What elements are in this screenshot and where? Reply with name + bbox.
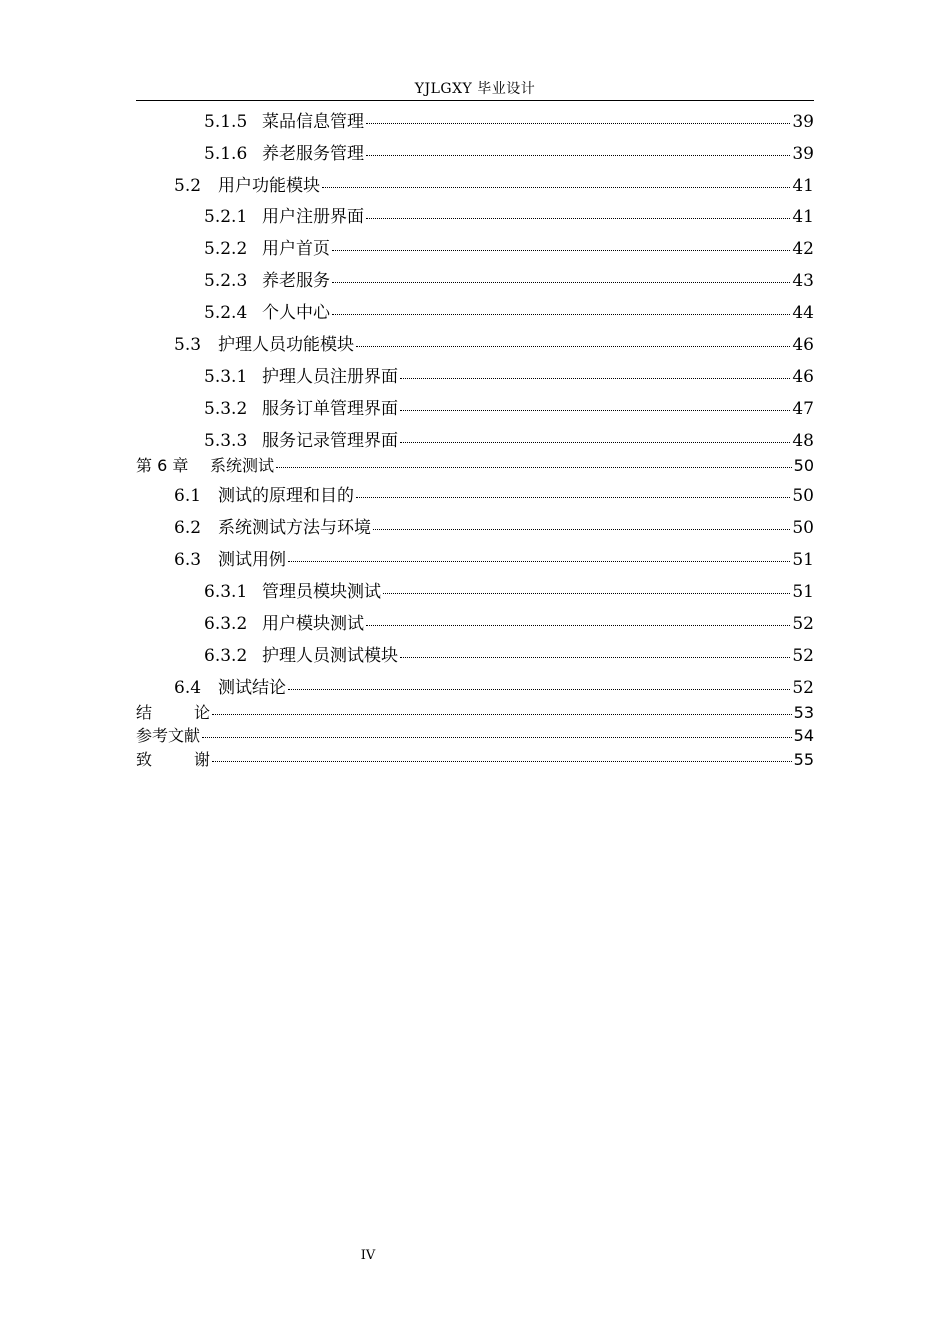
dot-leader [366, 218, 790, 219]
toc-entry-page: 54 [793, 726, 814, 745]
toc-entry-title: 系统测试方法与环境 [218, 518, 371, 538]
toc-entry-number: 6.3 [174, 550, 202, 570]
toc-chapter-entry[interactable] [136, 456, 814, 476]
toc-chapter-entry[interactable] [136, 750, 814, 770]
toc-entry-number: 5.3.2 [204, 399, 248, 419]
dot-leader [276, 467, 792, 468]
toc-entry[interactable] [174, 335, 814, 355]
toc-entry-number: 5.1.5 [204, 112, 248, 132]
dot-leader [400, 378, 790, 379]
toc-entry-title: 用户功能模块 [218, 176, 320, 196]
toc-entry-title: 用户模块测试 [262, 614, 364, 634]
toc-entry[interactable] [204, 614, 814, 634]
dot-leader [366, 155, 790, 156]
toc-entry-title: 用户注册界面 [262, 207, 364, 227]
toc-entry-page: 46 [792, 367, 814, 387]
dot-leader [356, 497, 790, 498]
toc-entry[interactable] [174, 518, 814, 538]
dot-leader [212, 714, 792, 715]
toc-entry-title: 论 [194, 703, 211, 722]
dot-leader [322, 187, 790, 188]
toc-entry-title: 服务记录管理界面 [262, 431, 398, 451]
toc-entry-title: 护理人员测试模块 [262, 646, 398, 666]
toc-entry-title: 测试用例 [218, 550, 286, 570]
toc-entry[interactable] [204, 271, 814, 291]
toc-entry[interactable] [204, 646, 814, 666]
dot-leader [373, 529, 790, 530]
toc-entry-page: 53 [793, 703, 814, 722]
toc-entry-number: 5.2.1 [204, 207, 248, 227]
toc-entry[interactable] [204, 431, 814, 451]
toc-entry-title: 养老服务管理 [262, 144, 364, 164]
toc-entry[interactable] [174, 550, 814, 570]
dot-leader [212, 761, 792, 762]
toc-entry-page: 51 [792, 582, 814, 602]
header-divider [136, 100, 814, 101]
toc-entry[interactable] [204, 207, 814, 227]
toc-entry-page: 39 [792, 112, 814, 132]
toc-entry-number: 结 [136, 703, 153, 722]
toc-entry-page: 52 [792, 678, 814, 698]
dot-leader [400, 442, 790, 443]
dot-leader [366, 123, 790, 124]
toc-chapter-entry[interactable] [136, 703, 814, 723]
dot-leader [288, 689, 790, 690]
toc-entry-number: 5.2.4 [204, 303, 248, 323]
toc-entry-number: 5.3.3 [204, 431, 248, 451]
toc-entry-number: 6.4 [174, 678, 202, 698]
toc-entry-title: 测试结论 [218, 678, 286, 698]
dot-leader [332, 314, 790, 315]
toc-entry-number: 5.2.3 [204, 271, 248, 291]
toc-entry-number: 致 [136, 750, 153, 769]
toc-entry-number: 6.3.2 [204, 614, 248, 634]
dot-leader [288, 561, 790, 562]
toc-entry-page: 41 [792, 176, 814, 196]
toc-entry-page: 48 [792, 431, 814, 451]
toc-entry-page: 44 [792, 303, 814, 323]
dot-leader [202, 737, 792, 738]
page-header: YJLGXY 毕业设计 [414, 81, 536, 97]
toc-entry-title: 菜品信息管理 [262, 112, 364, 132]
toc-entry-page: 52 [792, 646, 814, 666]
toc-entry-number: 5.2 [174, 176, 202, 196]
toc-entry-number: 6.2 [174, 518, 202, 538]
toc-chapter-entry[interactable] [136, 726, 814, 746]
toc-entry-title: 参考文献 [136, 726, 201, 745]
toc-entry[interactable] [204, 367, 814, 387]
dot-leader [356, 346, 790, 347]
toc-entry-number: 5.3 [174, 335, 202, 355]
toc-entry-title: 谢 [194, 750, 211, 769]
toc-entry[interactable] [174, 176, 814, 196]
toc-entry-title: 系统测试 [210, 456, 275, 475]
toc-entry-page: 55 [793, 750, 814, 769]
dot-leader [400, 410, 790, 411]
toc-entry-number: 5.2.2 [204, 239, 248, 259]
dot-leader [332, 250, 790, 251]
toc-entry-number: 6.3.1 [204, 582, 248, 602]
toc-entry-title: 测试的原理和目的 [218, 486, 354, 506]
toc-entry-title: 养老服务 [262, 271, 330, 291]
toc-entry[interactable] [204, 399, 814, 419]
toc-entry-title: 个人中心 [262, 303, 330, 323]
toc-entry[interactable] [204, 582, 814, 602]
toc-entry-page: 42 [792, 239, 814, 259]
toc-entry-number: 5.1.6 [204, 144, 248, 164]
toc-entry-title: 管理员模块测试 [262, 582, 381, 602]
dot-leader [366, 625, 790, 626]
toc-entry[interactable] [204, 303, 814, 323]
dot-leader [400, 657, 790, 658]
toc-entry[interactable] [174, 678, 814, 698]
dot-leader [332, 282, 790, 283]
toc-entry-number: 第 6 章 [136, 456, 189, 475]
dot-leader [383, 593, 790, 594]
toc-entry-page: 51 [792, 550, 814, 570]
toc-entry-page: 39 [792, 144, 814, 164]
toc-entry-title: 护理人员注册界面 [262, 367, 398, 387]
toc-entry-page: 47 [792, 399, 814, 419]
toc-entry-page: 43 [792, 271, 814, 291]
toc-entry-page: 46 [792, 335, 814, 355]
toc-entry[interactable] [204, 112, 814, 132]
toc-entry-page: 50 [792, 486, 814, 506]
toc-entry-number: 6.3.2 [204, 646, 248, 666]
toc-entry-page: 50 [792, 518, 814, 538]
toc-entry[interactable] [204, 239, 814, 259]
toc-entry[interactable] [204, 144, 814, 164]
toc-entry-page: 52 [792, 614, 814, 634]
toc-entry-title: 护理人员功能模块 [218, 335, 354, 355]
toc-entry[interactable] [174, 486, 814, 506]
page-number: IV [360, 1248, 376, 1263]
toc-entry-title: 服务订单管理界面 [262, 399, 398, 419]
toc-entry-number: 6.1 [174, 486, 202, 506]
toc-entry-number: 5.3.1 [204, 367, 248, 387]
toc-entry-title: 用户首页 [262, 239, 330, 259]
toc-entry-page: 50 [793, 456, 814, 475]
toc-entry-page: 41 [792, 207, 814, 227]
